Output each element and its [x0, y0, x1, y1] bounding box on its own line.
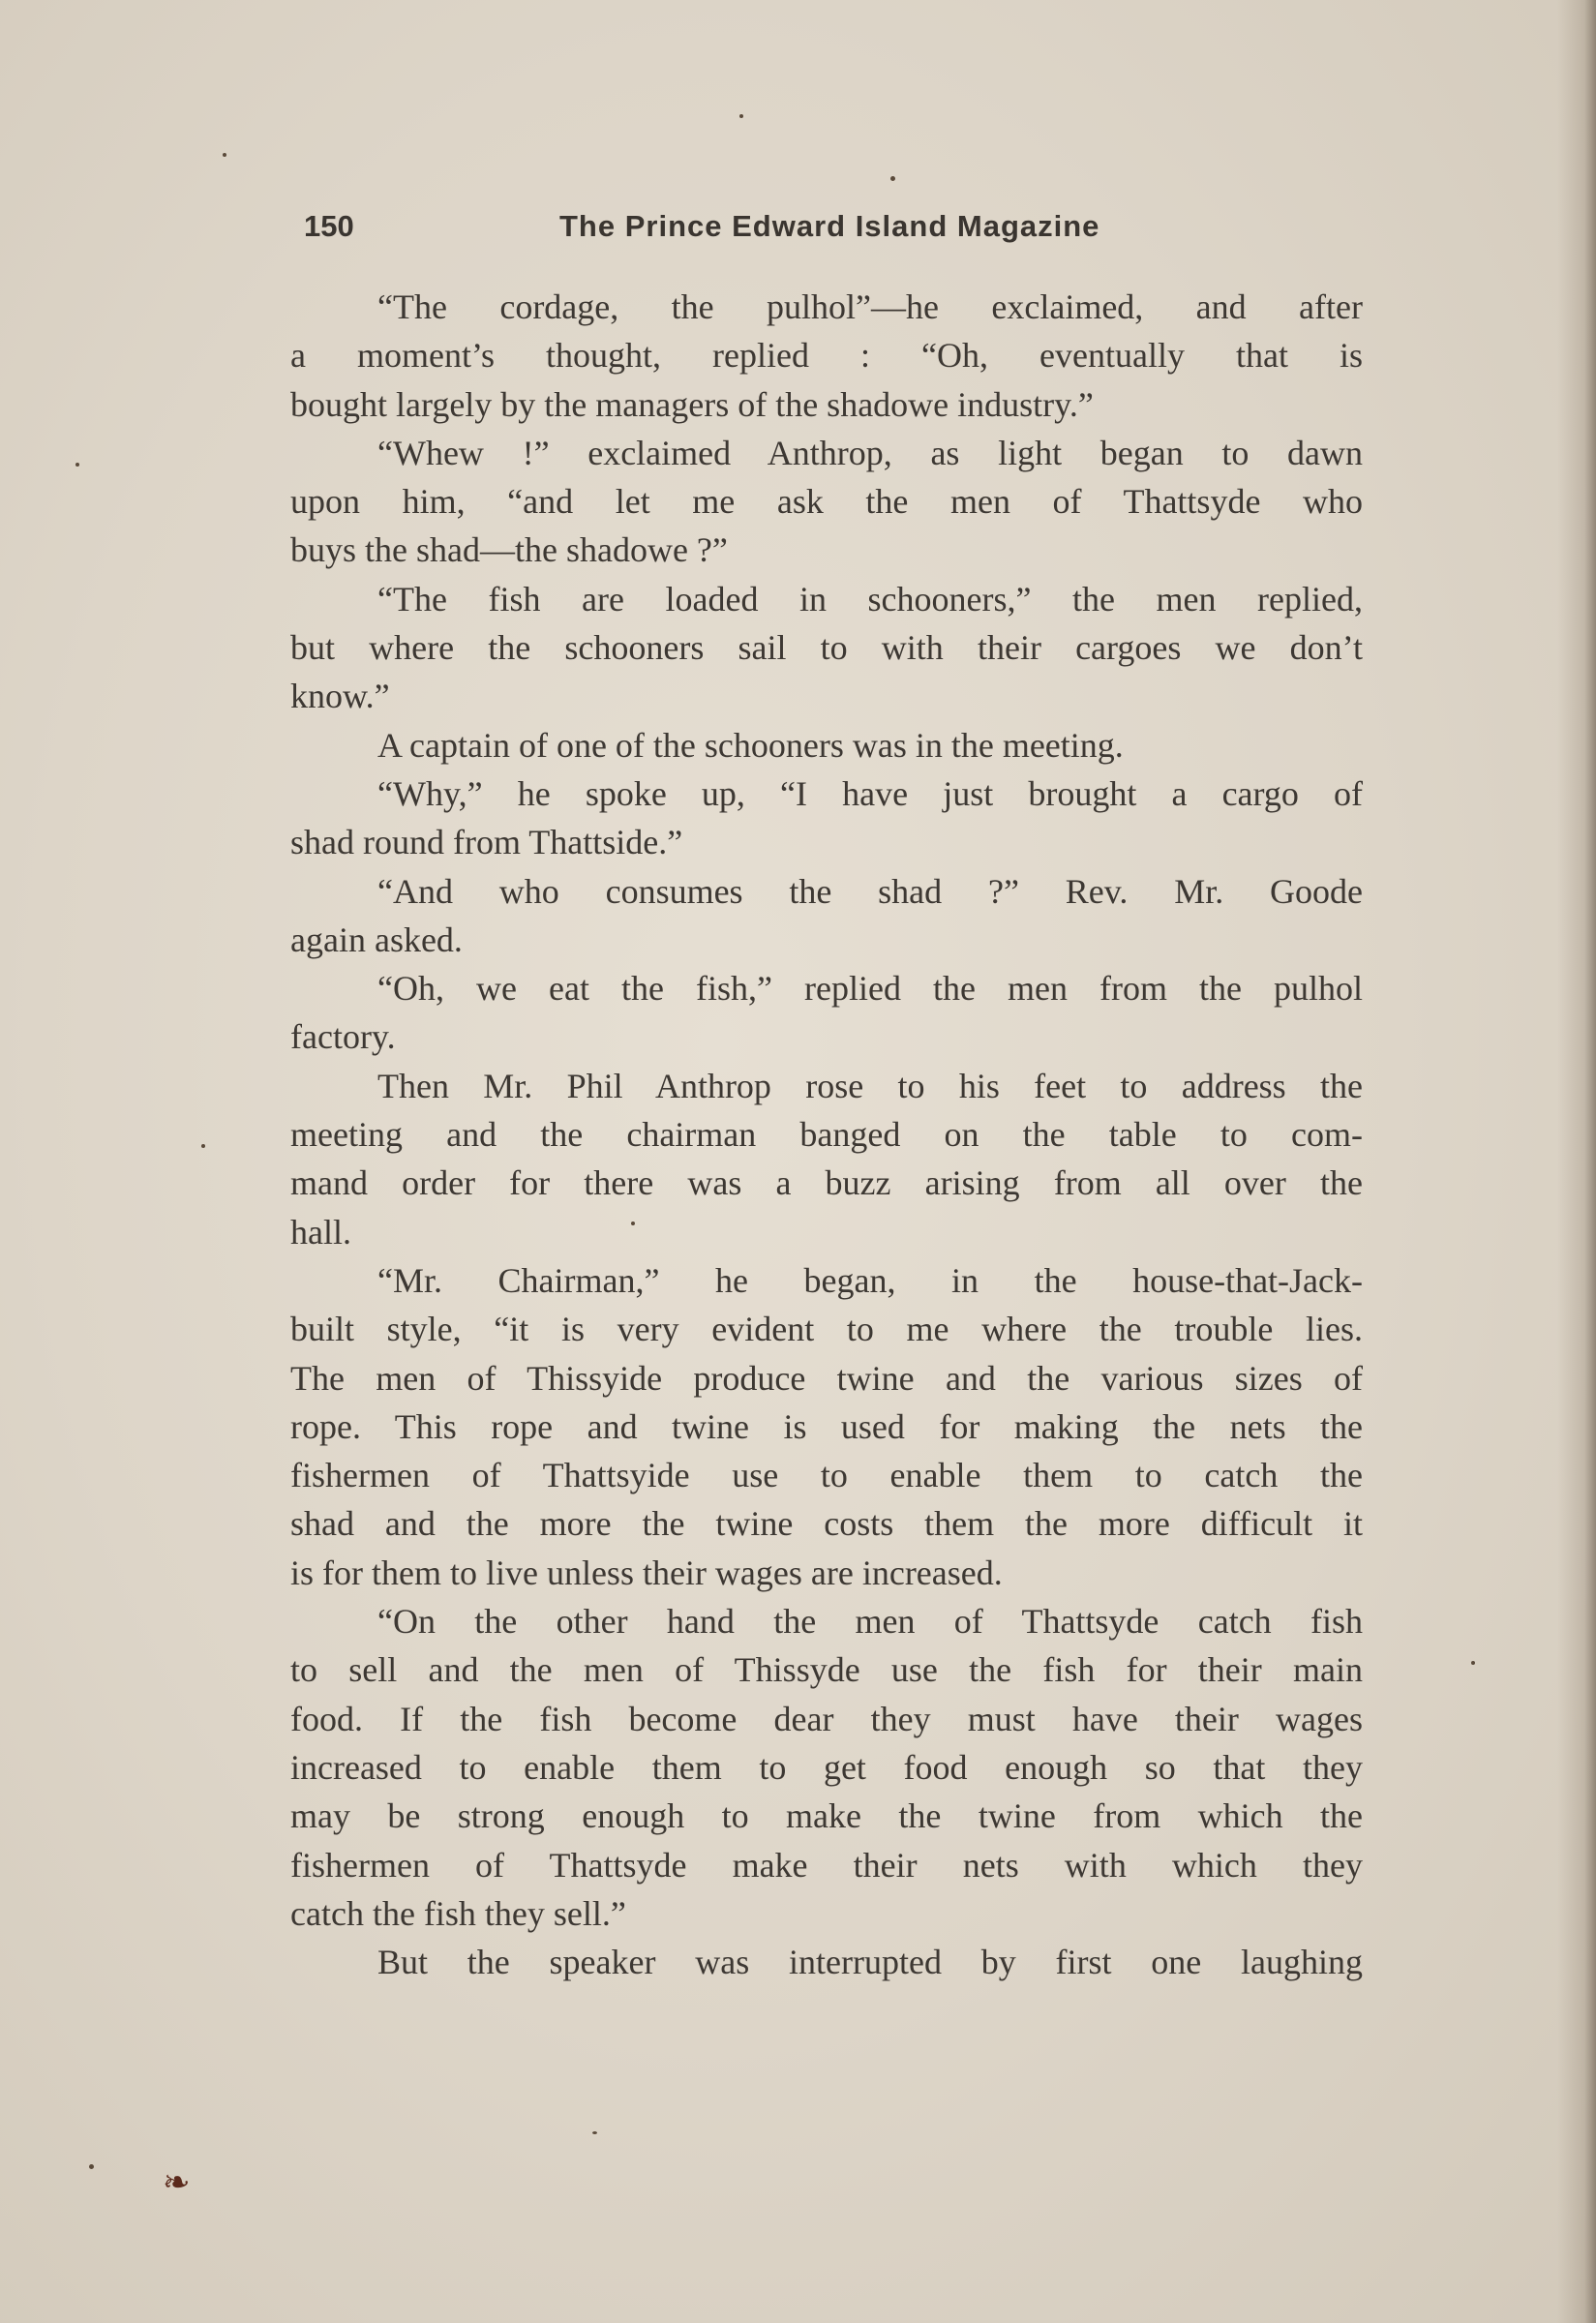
text-line: A captain of one of the schooners was in the meeting. [377, 725, 1124, 765]
paper-speck [75, 463, 79, 467]
text-line: to sell and the men of Thissyde use the fish for their main [290, 1650, 1363, 1690]
text-line: increased to enable them to get food enough so that they [290, 1747, 1363, 1787]
text-line: shad round from Thattside.” [290, 823, 683, 862]
text-line: bought largely by the managers of the shadowe industry.” [290, 384, 1094, 424]
text-line: “Oh, we eat the fish,” replied the men from the pulhol [377, 969, 1363, 1009]
paper-speck [739, 114, 743, 118]
text-line: shad and the more the twine costs them the more difficult it [290, 1504, 1363, 1544]
text-line: The men of Thissyide produce twine and the various sizes of [290, 1358, 1363, 1398]
paper-speck [1471, 1661, 1475, 1665]
text-line: fishermen of Thattsyde make their nets with which they [290, 1845, 1363, 1885]
text-line: “On the other hand the men of Thattsyde catch fish [377, 1602, 1363, 1642]
text-line: factory. [290, 1017, 396, 1057]
text-line: meeting and the chairman banged on the table to com- [290, 1115, 1363, 1155]
text-line: “The fish are loaded in schooners,” the men replied, [377, 579, 1363, 618]
text-line: mand order for there was a buzz arising from all over the [290, 1163, 1363, 1203]
text-line: a moment’s thought, replied : “Oh, eventually that is [290, 336, 1363, 376]
text-line: is for them to live unless their wages are increased. [290, 1553, 1003, 1592]
text-line: upon him, “and let me ask the men of Thattsyde who [290, 482, 1363, 522]
text-line: “And who consumes the shad ?” Rev. Mr. Goode [377, 871, 1363, 911]
paper-speck [890, 176, 895, 181]
text-line: hall. [290, 1212, 351, 1252]
text-line: “Whew !” exclaimed Anthrop, as light began to dawn [377, 433, 1363, 472]
text-line: But the speaker was interrupted by first one laughing [377, 1943, 1363, 1982]
text-line: know.” [290, 677, 390, 716]
text-line: buys the shad—the shadowe ?” [290, 530, 728, 570]
running-title: The Prince Edward Island Magazine [559, 209, 1100, 243]
text-line: food. If the fish become dear they must have their wages [290, 1699, 1363, 1738]
text-line: fishermen of Thattsyide use to enable them to catch the [290, 1456, 1363, 1495]
text-line: again asked. [290, 920, 463, 959]
page-number: 150 [304, 209, 354, 243]
text-line: “The cordage, the pulhol”—he exclaimed, and after [377, 287, 1363, 326]
text-line: may be strong enough to make the twine from which the [290, 1796, 1363, 1836]
ink-blot: ❧ [163, 2163, 191, 2202]
page-edge-shadow [1557, 0, 1596, 2323]
text-line: “Why,” he spoke up, “I have just brought a cargo of [377, 773, 1363, 813]
text-line: Then Mr. Phil Anthrop rose to his feet to address the [377, 1066, 1363, 1105]
text-line: catch the fish they sell.” [290, 1893, 626, 1933]
paper-speck [631, 1222, 635, 1225]
paper-speck [89, 2164, 94, 2169]
paper-speck [592, 2131, 597, 2134]
text-line: built style, “it is very evident to me where the trouble lies. [290, 1310, 1363, 1349]
text-line: rope. This rope and twine is used for making the nets the [290, 1406, 1363, 1446]
text-line: but where the schooners sail to with their cargoes we don’t [290, 628, 1363, 668]
paper-speck [223, 153, 226, 157]
text-line: “Mr. Chairman,” he began, in the house-that-Jack- [377, 1260, 1363, 1300]
paper-speck [201, 1144, 205, 1148]
running-header [304, 209, 1369, 252]
body-text [290, 283, 1363, 1986]
